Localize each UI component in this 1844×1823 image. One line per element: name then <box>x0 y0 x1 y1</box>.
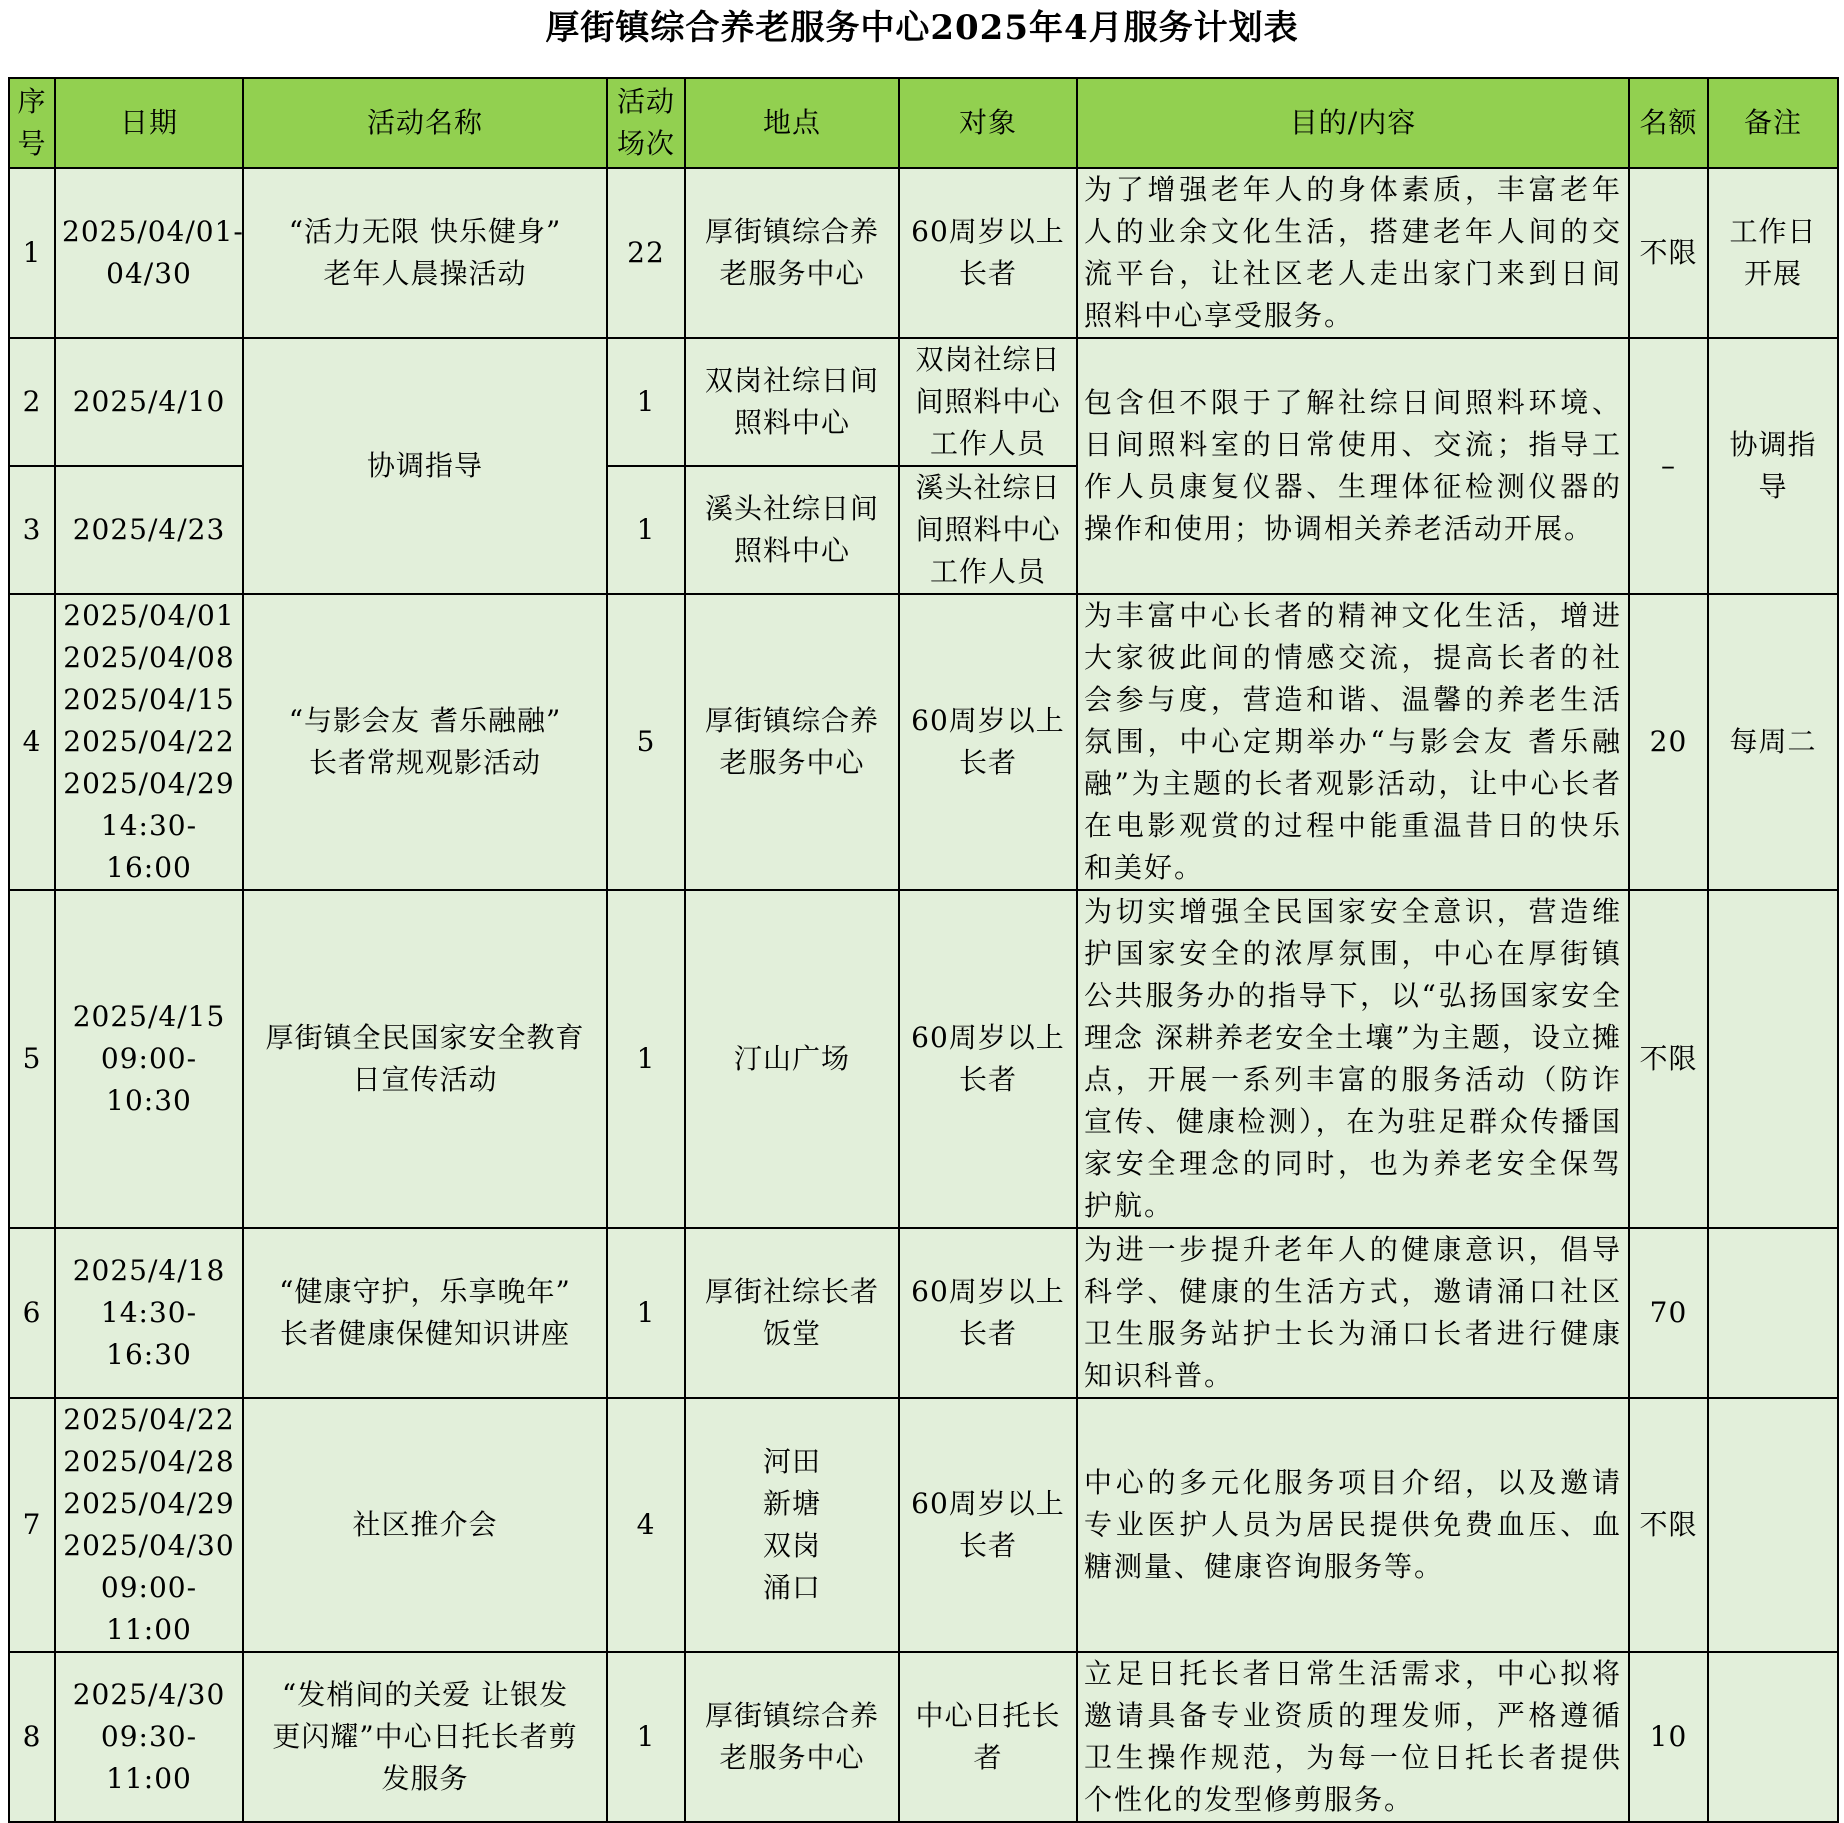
table-row <box>9 1652 1838 1822</box>
cell-content: 包含但不限于了解社综日间照料环境、日间照料室的日常使用、交流；指导工作人员康复仪器、生理体征检测仪器的操作和使用；协调相关养老活动开展。 <box>1077 338 1629 594</box>
cell-sessions: 4 <box>607 1398 685 1652</box>
cell-date: 2025/4/30 09:30-11:00 <box>55 1652 243 1822</box>
table-row <box>9 1228 1838 1398</box>
cell-target: 溪头社综日 间照料中心 工作人员 <box>899 466 1077 594</box>
cell-remark <box>1708 1652 1838 1822</box>
cell-sessions: 1 <box>607 1652 685 1822</box>
table-row <box>9 338 1838 466</box>
page-title: 厚街镇综合养老服务中心2025年4月服务计划表 <box>545 8 1299 48</box>
cell-date: 2025/04/22 2025/04/28 2025/04/29 2025/04/30 09:00-11:00 <box>55 1398 243 1652</box>
cell-quota: 不限 <box>1629 1398 1708 1652</box>
cell-content: 为丰富中心长者的精神文化生活，增进大家彼此间的情感交流，提高长者的社会参与度，营造和谐、温馨的养老生活氛围，中心定期举办“与影会友 耆乐融融”为主题的长者观影活动，让中心长者在电影观赏的过程中能重温昔日的快乐和美好。 <box>1077 594 1629 890</box>
cell-quota: 不限 <box>1629 890 1708 1228</box>
table-row <box>9 890 1838 1228</box>
cell-location: 厚街镇综合养 老服务中心 <box>685 168 899 338</box>
cell-target: 60周岁以上 长者 <box>899 168 1077 338</box>
header-remark: 备注 <box>1708 78 1838 168</box>
cell-remark <box>1708 1228 1838 1398</box>
cell-name: 协调指导 <box>243 338 607 594</box>
cell-seq: 4 <box>9 594 55 890</box>
cell-seq: 6 <box>9 1228 55 1398</box>
cell-sessions: 1 <box>607 890 685 1228</box>
header-date: 日期 <box>55 78 243 168</box>
cell-target: 中心日托长 者 <box>899 1652 1077 1822</box>
cell-target: 双岗社综日 间照料中心 工作人员 <box>899 338 1077 466</box>
cell-date: 2025/04/01- 04/30 <box>55 168 243 338</box>
cell-name: “发梢间的关爱 让银发 更闪耀”中心日托长者剪 发服务 <box>243 1652 607 1822</box>
cell-seq: 8 <box>9 1652 55 1822</box>
cell-content: 中心的多元化服务项目介绍，以及邀请专业医护人员为居民提供免费血压、血糖测量、健康咨询服务等。 <box>1077 1398 1629 1652</box>
cell-quota: 不限 <box>1629 168 1708 338</box>
cell-name: 社区推介会 <box>243 1398 607 1652</box>
cell-date: 2025/04/01 2025/04/08 2025/04/15 2025/04/22 2025/04/29 14:30-16:00 <box>55 594 243 890</box>
header-name: 活动名称 <box>243 78 607 168</box>
cell-date: 2025/4/15 09:00-10:30 <box>55 890 243 1228</box>
cell-sessions: 1 <box>607 1228 685 1398</box>
table-row <box>9 168 1838 338</box>
cell-location: 河田 新塘 双岗 涌口 <box>685 1398 899 1652</box>
cell-location: 厚街镇综合养 老服务中心 <box>685 594 899 890</box>
table-row <box>9 594 1838 890</box>
cell-sessions: 22 <box>607 168 685 338</box>
cell-location: 溪头社综日间 照料中心 <box>685 466 899 594</box>
header-quota: 名额 <box>1629 78 1708 168</box>
cell-remark: 协调指 导 <box>1708 338 1838 594</box>
header-location: 地点 <box>685 78 899 168</box>
cell-name: “活力无限 快乐健身” 老年人晨操活动 <box>243 168 607 338</box>
cell-content: 为进一步提升老年人的健康意识，倡导科学、健康的生活方式，邀请涌口社区卫生服务站护士长为涌口长者进行健康知识科普。 <box>1077 1228 1629 1398</box>
cell-location: 汀山广场 <box>685 890 899 1228</box>
cell-seq: 5 <box>9 890 55 1228</box>
service-plan-table <box>8 77 1839 1823</box>
cell-quota: 10 <box>1629 1652 1708 1822</box>
cell-seq: 1 <box>9 168 55 338</box>
cell-date: 2025/4/23 <box>55 466 243 594</box>
cell-name: 厚街镇全民国家安全教育 日宣传活动 <box>243 890 607 1228</box>
cell-seq: 7 <box>9 1398 55 1652</box>
header-row <box>9 78 1838 168</box>
table-row <box>9 1398 1838 1652</box>
cell-name: “健康守护，乐享晚年” 长者健康保健知识讲座 <box>243 1228 607 1398</box>
cell-seq: 3 <box>9 466 55 594</box>
cell-quota: – <box>1629 338 1708 594</box>
cell-sessions: 1 <box>607 338 685 466</box>
cell-quota: 70 <box>1629 1228 1708 1398</box>
cell-remark <box>1708 890 1838 1228</box>
cell-remark: 工作日 开展 <box>1708 168 1838 338</box>
cell-target: 60周岁以上 长者 <box>899 594 1077 890</box>
cell-quota: 20 <box>1629 594 1708 890</box>
cell-sessions: 1 <box>607 466 685 594</box>
header-target: 对象 <box>899 78 1077 168</box>
cell-date: 2025/4/18 14:30-16:30 <box>55 1228 243 1398</box>
cell-target: 60周岁以上 长者 <box>899 1228 1077 1398</box>
cell-content: 为切实增强全民国家安全意识，营造维护国家安全的浓厚氛围，中心在厚街镇公共服务办的指导下，以“弘扬国家安全理念 深耕养老安全土壤”为主题，设立摊点，开展一系列丰富的服务活动（防诈宣传、健康检测），在为驻足群众传播国家安全理念的同时，也为养老安全保驾护航。 <box>1077 890 1629 1228</box>
header-seq: 序号 <box>9 78 55 168</box>
cell-date: 2025/4/10 <box>55 338 243 466</box>
cell-name: “与影会友 耆乐融融” 长者常规观影活动 <box>243 594 607 890</box>
header-sessions: 活动场次 <box>607 78 685 168</box>
cell-seq: 2 <box>9 338 55 466</box>
cell-location: 厚街社综长者 饭堂 <box>685 1228 899 1398</box>
cell-remark: 每周二 <box>1708 594 1838 890</box>
cell-content: 立足日托长者日常生活需求，中心拟将邀请具备专业资质的理发师，严格遵循卫生操作规范，为每一位日托长者提供个性化的发型修剪服务。 <box>1077 1652 1629 1822</box>
cell-location: 双岗社综日间 照料中心 <box>685 338 899 466</box>
cell-remark <box>1708 1398 1838 1652</box>
cell-target: 60周岁以上 长者 <box>899 890 1077 1228</box>
cell-content: 为了增强老年人的身体素质，丰富老年人的业余文化生活，搭建老年人间的交流平台，让社区老人走出家门来到日间照料中心享受服务。 <box>1077 168 1629 338</box>
cell-sessions: 5 <box>607 594 685 890</box>
cell-location: 厚街镇综合养 老服务中心 <box>685 1652 899 1822</box>
cell-target: 60周岁以上 长者 <box>899 1398 1077 1652</box>
header-content: 目的/内容 <box>1077 78 1629 168</box>
